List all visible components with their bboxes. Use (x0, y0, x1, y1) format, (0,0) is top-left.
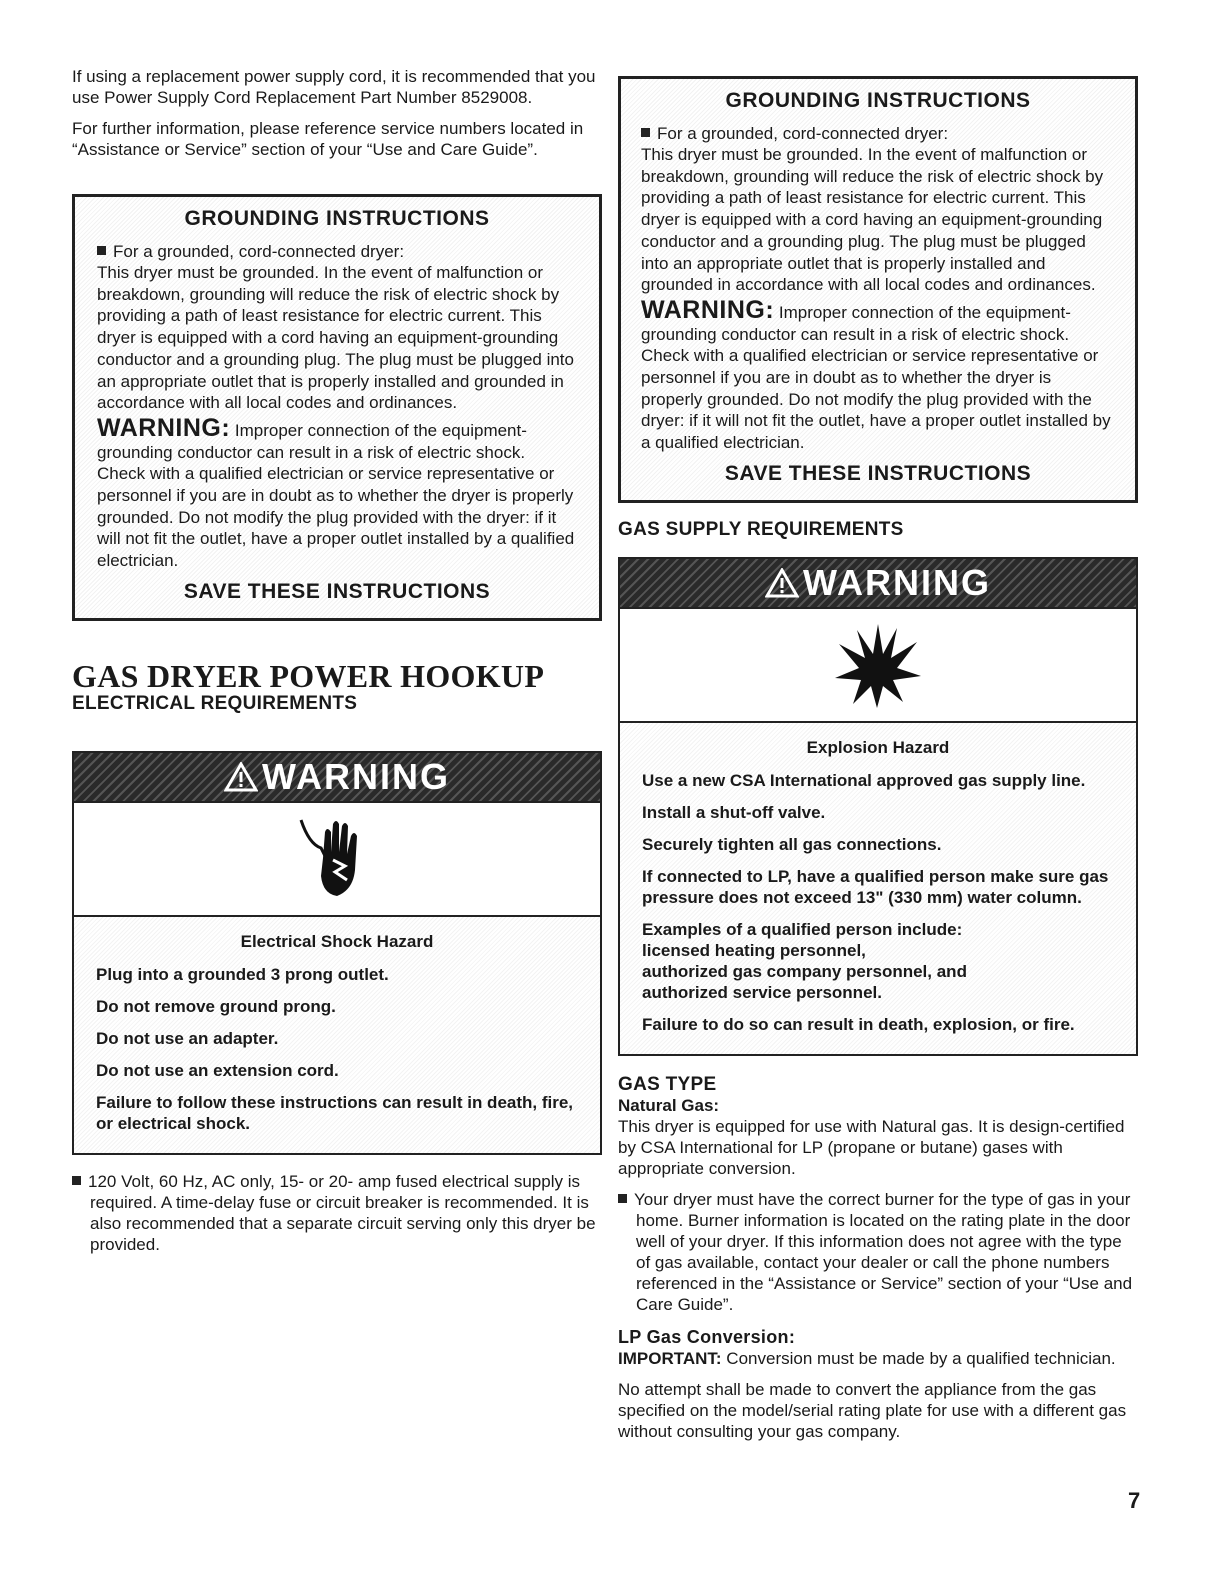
service-reference-paragraph: For further information, please reference service numbers located in “Assistance or Service” section of your “Use and Care Guide”. (72, 119, 584, 159)
warning-line: licensed heating personnel, (642, 940, 866, 960)
warning-banner-text: WARNING (803, 561, 991, 603)
warning-word: WARNING: (641, 295, 775, 324)
warning-line: Failure to do so can result in death, explosion, or fire. (642, 1014, 1075, 1034)
section-title: GAS DRYER POWER HOOKUP (72, 657, 545, 694)
grounding-body: This dryer must be grounded. In the event of malfunction or breakdown, grounding will reduce the risk of electric shock by providing a path of least resistance for electric current. This dryer is equipped with a cord having an equipment-grounding conductor and a grounding plug. The plug must be plugged into an appropriate outlet that is properly installed and grounded in accordance with all local codes and ordinances. (97, 263, 574, 413)
electrical-requirements-heading: ELECTRICAL REQUIREMENTS (72, 692, 358, 714)
burner-bullet (618, 1189, 1138, 1315)
warning-banner-text: WARNING (262, 755, 450, 797)
electrical-supply-bullet (72, 1171, 602, 1255)
warning-banner (74, 753, 600, 803)
warning-body (620, 723, 1136, 1054)
save-instructions-title: SAVE THESE INSTRUCTIONS (724, 461, 1032, 485)
warning-line: authorized gas company personnel, and (642, 961, 967, 981)
important-label: IMPORTANT: (618, 1348, 722, 1368)
save-instructions-title: SAVE THESE INSTRUCTIONS (183, 579, 491, 603)
warning-line: Install a shut-off valve. (642, 802, 826, 822)
grounding-title: GROUNDING INSTRUCTIONS (725, 89, 1031, 112)
important-text: Conversion must be made by a qualified technician. (726, 1348, 1116, 1368)
grounding-warning-text: Improper connection of the equipment-grounding conductor can result in a risk of electric shock. Check with a qualified electrician or service representative or personnel if you are in doubt as to whether the dryer is properly grounded. Do not modify the plug provided with the dryer: if it will not fit the outlet, have a proper outlet installed by a qualified electrician. (641, 302, 1111, 453)
grounding-warning (641, 295, 1115, 454)
right-column (618, 76, 1138, 1442)
grounding-bullet-item (97, 241, 577, 262)
electrical-supply-text: 120 Volt, 60 Hz, AC only, 15- or 20- amp fused electrical supply is required. A time-delay fuse or circuit breaker is recommended. It is also recommended that a separate circuit serving only this dryer be provided. (88, 1171, 596, 1254)
gas-type-heading: GAS TYPE (618, 1073, 717, 1095)
important-paragraph (618, 1348, 1138, 1369)
warning-line: Use a new CSA International approved gas supply line. (642, 770, 1086, 790)
explosion-warning-box (618, 557, 1138, 1056)
warning-line: Do not use an adapter. (96, 1028, 279, 1048)
gas-supply-heading: GAS SUPPLY REQUIREMENTS (618, 518, 904, 540)
left-column (72, 66, 602, 1255)
warning-line: Failure to follow these instructions can result in death, fire, or electrical shock. (96, 1092, 574, 1133)
warning-line: Do not use an extension cord. (96, 1060, 339, 1080)
square-bullet-icon (641, 128, 650, 137)
warning-line: authorized service personnel. (642, 982, 882, 1002)
grounding-warning-text: Improper connection of the equipment-grounding conductor can result in a risk of electric shock. Check with a qualified electrician or service representative or personnel if you are in doubt as to whether the dryer is properly grounded. Do not modify the plug provided with the dryer: if it will not fit the outlet, have a proper outlet installed by a qualified electrician. (97, 420, 575, 571)
grounding-title: GROUNDING INSTRUCTIONS (184, 207, 490, 230)
grounding-body: This dryer must be grounded. In the event of malfunction or breakdown, grounding will reduce the risk of electric shock by providing a path of least resistance for electric current. This dryer is equipped with a cord having an equipment-grounding conductor and a grounding plug. The plug must be plugged into an appropriate outlet that is properly installed and grounded in accordance with all local codes and ordinances. (641, 145, 1104, 295)
warning-line: If connected to LP, have a qualified person make sure gas pressure does not exceed 13" (330 mm) water column. (642, 866, 1109, 907)
warning-line: Securely tighten all gas connections. (642, 834, 942, 854)
grounding-instructions-box (72, 194, 602, 621)
square-bullet-icon (618, 1194, 627, 1203)
icon-area (74, 803, 600, 917)
hazard-title: Electrical Shock Hazard (240, 931, 434, 951)
icon-area (620, 609, 1136, 723)
natural-gas-paragraph: This dryer is equipped for use with Natural gas. It is design-certified by CSA International for LP (propane or butane) gases with appropriate conversion. (618, 1116, 1125, 1178)
square-bullet-icon (72, 1176, 81, 1185)
grounding-item-text: For a grounded, cord-connected dryer: (657, 124, 949, 143)
warning-word: WARNING: (97, 413, 231, 442)
warning-line: Plug into a grounded 3 prong outlet. (96, 964, 389, 984)
warning-line: Do not remove ground prong. (96, 996, 336, 1016)
grounding-bullet-item (641, 123, 1115, 144)
lp-conversion-heading: LP Gas Conversion: (618, 1326, 796, 1347)
grounding-instructions-box (618, 76, 1138, 503)
electrical-warning-box (72, 751, 602, 1155)
warning-body (74, 917, 600, 1153)
warning-banner (620, 559, 1136, 609)
warning-triangle-icon (224, 762, 258, 792)
replacement-cord-paragraph: If using a replacement power supply cord, it is recommended that you use Power Supply Cord Replacement Part Number 8529008. (72, 67, 596, 107)
square-bullet-icon (97, 246, 106, 255)
no-attempt-paragraph: No attempt shall be made to convert the appliance from the gas specified on the model/serial rating plate for use with a different gas without consulting your gas company. (618, 1379, 1127, 1441)
explosion-icon (833, 620, 923, 710)
warning-line: Examples of a qualified person include: (642, 919, 963, 939)
warning-triangle-icon (765, 568, 799, 598)
natural-gas-heading: Natural Gas: (618, 1095, 720, 1115)
grounding-item-text: For a grounded, cord-connected dryer: (113, 242, 405, 261)
page-number: 7 (1128, 1488, 1141, 1513)
grounding-warning (97, 413, 577, 572)
hazard-title: Explosion Hazard (806, 737, 950, 757)
burner-bullet-text: Your dryer must have the correct burner for the type of gas in your home. Burner information is located on the rating plate in the door well of your dryer. If this information does not agree with the type of gas available, contact your dealer or call the phone numbers referenced in the “Assistance or Service” section of your “Use and Care Guide”. (634, 1189, 1133, 1314)
electric-shock-hand-icon (297, 814, 377, 904)
